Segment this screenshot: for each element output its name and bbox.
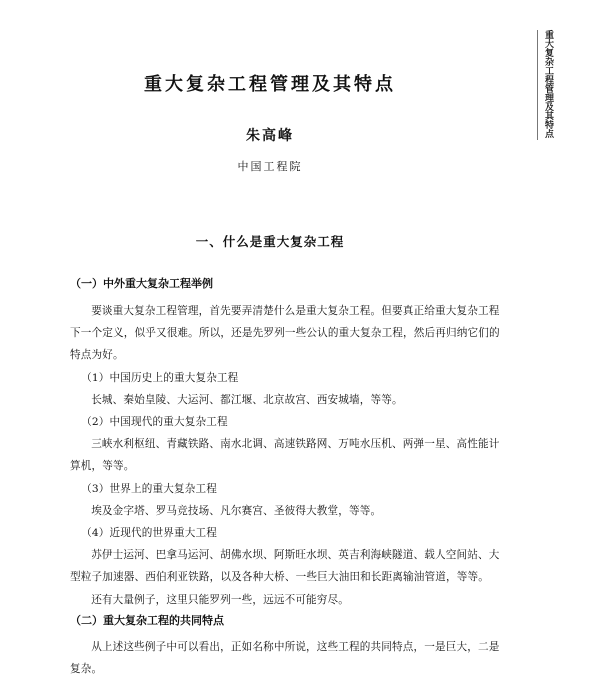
subsection-heading-1: （一）中外重大复杂工程举例 (70, 277, 213, 290)
list-heading-1: （1）中国历史上的重大复杂工程 (81, 371, 239, 384)
list-content-4: 苏伊士运河、巴拿马运河、胡佛水坝、阿斯旺水坝、英吉利海峡隧道、载人空间站、大型粒子加速器、西伯利亚铁路，以及各种大桥、一些巨大油田和长距离输油管道，等等。 (70, 549, 500, 584)
subsection-1-body (70, 300, 502, 611)
list-heading-3: （3）世界上的重大复杂工程 (81, 482, 217, 495)
list-heading-2: （2）中国现代的重大复杂工程 (81, 416, 228, 429)
list-content-3: 埃及金字塔、罗马竞技场、凡尔赛宫、圣彼得大教堂，等等。 (91, 504, 382, 517)
features-paragraph: 从上述这些例子中可以看出，正如名称中所说，这些工程的共同特点，一是巨大，二是复杂。 (70, 641, 500, 676)
author-affiliation: 中国工程院 (237, 160, 303, 173)
list-content-2: 三峡水利枢纽、青藏铁路、南水北调、高速铁路网、万吨水压机、两弹一星、高性能计算机，等等。 (70, 438, 500, 473)
subsection-heading-2: （二）重大复杂工程的共同特点 (70, 614, 224, 627)
intro-paragraph: 要谈重大复杂工程管理，首先要弄清楚什么是重大复杂工程。但要真正给重大复杂工程下一个定义，似乎又很难。所以，还是先罗列一些公认的重大复杂工程，然后再归纳它们的特点为好。 (70, 305, 500, 362)
closing-paragraph: 还有大量例子，这里只能罗列一些，远远不可能穷尽。 (91, 593, 350, 606)
author-name: 朱高峰 (246, 128, 294, 144)
list-content-1: 长城、秦始皇陵、大运河、都江堰、北京故宫、西安城墙，等等。 (91, 393, 403, 406)
list-heading-4: （4）近现代的世界重大工程 (81, 527, 217, 540)
article-title: 重大复杂工程管理及其特点 (144, 74, 396, 95)
section-heading: 一、什么是重大复杂工程 (195, 234, 345, 249)
subsection-2-body (70, 636, 502, 680)
running-header: 重大复杂工程管理及其特点 (543, 30, 553, 138)
